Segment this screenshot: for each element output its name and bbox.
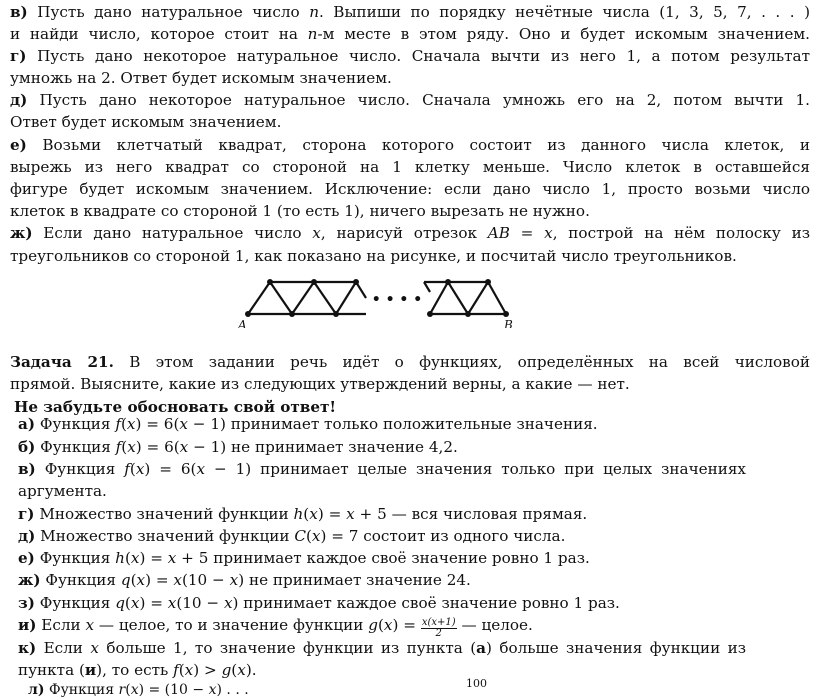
text: треугольников со стороной 1, как показано на рисунке, и посчитай число треугольников. bbox=[10, 247, 737, 265]
item-z-func bbox=[18, 593, 818, 613]
math: g bbox=[368, 616, 378, 634]
item-i-func bbox=[18, 615, 818, 639]
item-k-func-cont bbox=[18, 660, 818, 680]
vertex-point bbox=[427, 311, 433, 317]
warning-text: Не забудьте обосновать свой ответ! bbox=[14, 398, 337, 416]
item-label: б) bbox=[18, 438, 36, 456]
text: ( bbox=[231, 661, 238, 679]
math: x bbox=[130, 682, 139, 698]
text: клеток в квадрате со стороной 1 (то есть 1), ничего вырезать не нужно. bbox=[10, 202, 590, 220]
text: ( bbox=[120, 415, 127, 433]
item-label: е) bbox=[18, 549, 35, 567]
text: -м месте в этом ряду. Оно и будет искомым значением. bbox=[317, 25, 810, 43]
text: 100 bbox=[466, 677, 487, 690]
task-title: Задача 21. bbox=[10, 353, 114, 371]
label-b: B bbox=[504, 318, 513, 328]
item-label: з) bbox=[18, 594, 35, 612]
math: h bbox=[293, 505, 304, 523]
text: . Выпиши по порядку нечётные числа (1, 3, 5, 7, . . . ) bbox=[318, 3, 810, 21]
text: ( bbox=[124, 549, 131, 567]
task-intro: прямой. Выясните, какие из следующих утверждений верны, а какие — нет. bbox=[10, 375, 630, 393]
task-title-line bbox=[10, 352, 810, 372]
text: ) принимает каждое своё значение ровно 1 раз. bbox=[232, 594, 620, 612]
item-label: д) bbox=[18, 527, 36, 545]
text: Ответ будет искомым значением. bbox=[10, 113, 282, 131]
math: x bbox=[136, 571, 146, 589]
math: x bbox=[208, 682, 217, 698]
math: x bbox=[167, 594, 177, 612]
item-v-func-cont bbox=[18, 481, 818, 501]
vertex-point bbox=[289, 311, 295, 317]
item-v-line-2 bbox=[10, 24, 810, 44]
vertex-point bbox=[353, 279, 359, 285]
text: Функция bbox=[39, 549, 116, 567]
text: ( bbox=[125, 682, 131, 698]
text: ) больше значения функции из bbox=[485, 639, 747, 657]
item-label: а) bbox=[18, 415, 36, 433]
math: f bbox=[115, 415, 121, 433]
text: умножь на 2. Ответ будет искомым значением. bbox=[10, 69, 392, 87]
math: q bbox=[120, 571, 131, 589]
vertex-point bbox=[311, 279, 317, 285]
math: f bbox=[115, 438, 122, 456]
math-n: n bbox=[307, 25, 318, 43]
text: ( bbox=[377, 616, 384, 634]
triangle-strip-figure bbox=[234, 272, 524, 328]
item-zh-func bbox=[18, 570, 818, 590]
ellipsis-dots: • • • • bbox=[371, 292, 423, 308]
edge bbox=[270, 282, 292, 314]
text: Возьми клетчатый квадрат, сторона которого состоит из данного числа клеток, и bbox=[42, 136, 810, 154]
item-g-line-1 bbox=[10, 46, 810, 66]
text: − 1) не принимает значение 4,2. bbox=[188, 438, 458, 456]
text: ) = bbox=[317, 505, 347, 523]
item-b bbox=[18, 437, 818, 457]
item-d-func bbox=[18, 526, 818, 546]
text: Функция bbox=[48, 682, 119, 698]
text: — целое, то и значение функции bbox=[94, 616, 369, 634]
item-label: г) bbox=[18, 505, 35, 523]
item-e-func bbox=[18, 548, 818, 568]
edge bbox=[336, 282, 356, 314]
math: x bbox=[179, 438, 189, 456]
text: − 1) принимает только положительные значения. bbox=[187, 415, 598, 433]
math: h bbox=[115, 549, 125, 567]
vertex-point bbox=[485, 279, 491, 285]
math: x bbox=[179, 415, 188, 433]
math: x bbox=[346, 505, 355, 523]
math: x bbox=[127, 438, 136, 456]
item-v-func bbox=[18, 459, 746, 479]
math: x bbox=[196, 460, 206, 478]
text: Если bbox=[43, 639, 91, 657]
item-label: д) bbox=[10, 91, 28, 109]
task-intro-line-2 bbox=[10, 374, 810, 394]
text: пункта ( bbox=[18, 661, 85, 679]
item-label: е) bbox=[10, 136, 27, 154]
text: (10 − bbox=[176, 594, 224, 612]
text: + 5 — вся числовая прямая. bbox=[354, 505, 588, 523]
math-ab: AB bbox=[487, 224, 510, 242]
item-a bbox=[18, 414, 818, 434]
text: ( bbox=[130, 571, 137, 589]
item-l-func bbox=[28, 677, 828, 700]
text: ( bbox=[305, 527, 312, 545]
text: ( bbox=[121, 438, 128, 456]
text: = bbox=[509, 224, 545, 242]
vertex-point bbox=[267, 279, 273, 285]
item-k-func bbox=[18, 638, 746, 658]
text: ) = bbox=[392, 616, 421, 634]
ref-bold: и bbox=[84, 661, 97, 679]
edge bbox=[448, 282, 468, 314]
text: ( bbox=[124, 594, 131, 612]
item-label: ж) bbox=[10, 224, 33, 242]
vertex-point bbox=[245, 311, 251, 317]
math-n: n bbox=[309, 3, 319, 21]
text: Функция bbox=[39, 594, 116, 612]
item-zh-line-2 bbox=[10, 246, 810, 266]
item-label: и) bbox=[18, 616, 37, 634]
vertex-point bbox=[503, 311, 509, 317]
text: ) = 6( bbox=[144, 460, 197, 478]
text: аргумента. bbox=[18, 482, 107, 500]
text: Если дано натуральное число bbox=[43, 224, 313, 242]
text: ( bbox=[303, 505, 310, 523]
math: x bbox=[184, 661, 194, 679]
label-a: A bbox=[238, 318, 247, 328]
text: ( bbox=[178, 661, 185, 679]
item-g-func bbox=[18, 504, 818, 524]
text: ) = bbox=[145, 571, 174, 589]
edge bbox=[424, 282, 430, 292]
vertex-point bbox=[333, 311, 339, 317]
text: Пусть дано натуральное число bbox=[37, 3, 310, 21]
math: C bbox=[294, 527, 306, 545]
item-e-line-1 bbox=[10, 135, 810, 155]
text: + 5 принимает каждое своё значение ровно 1 раз. bbox=[176, 549, 590, 567]
fraction-numerator: x(x+1) bbox=[421, 617, 456, 628]
math: g bbox=[221, 661, 232, 679]
math: x bbox=[167, 549, 177, 567]
text: Функция bbox=[39, 415, 116, 433]
math: f bbox=[124, 460, 130, 478]
text: ) = (10 − bbox=[138, 682, 209, 698]
item-label: в) bbox=[10, 3, 28, 21]
text: Пусть дано некоторое натуральное число. Сначала умножь его на 2, потом вычти 1. bbox=[39, 91, 810, 109]
item-d-line-2 bbox=[10, 112, 810, 132]
item-d-line-1 bbox=[10, 90, 810, 110]
math: x bbox=[309, 505, 318, 523]
text: ) = bbox=[139, 594, 168, 612]
math: x bbox=[237, 661, 246, 679]
text: Пусть дано некоторое натуральное число. Сначала вычти из него 1, а потом результат bbox=[37, 47, 810, 65]
text: ), то есть bbox=[96, 661, 174, 679]
math: r bbox=[118, 682, 126, 698]
item-label: к) bbox=[18, 639, 37, 657]
edge bbox=[488, 282, 506, 314]
math: x bbox=[135, 460, 145, 478]
text: ) > bbox=[193, 661, 222, 679]
math: x bbox=[173, 571, 182, 589]
text: (10 − bbox=[181, 571, 230, 589]
math: x bbox=[383, 616, 393, 634]
vertex-point bbox=[465, 311, 471, 317]
item-v-line-1 bbox=[10, 2, 810, 22]
item-zh-line-1 bbox=[10, 223, 810, 243]
edge bbox=[248, 282, 270, 314]
text: , нарисуй отрезок bbox=[320, 224, 488, 242]
item-g-line-2 bbox=[10, 68, 810, 88]
edge bbox=[292, 282, 314, 314]
text: Множество значений функции bbox=[40, 527, 295, 545]
item-label: г) bbox=[10, 47, 27, 65]
item-e-line-4 bbox=[10, 201, 810, 221]
math: x bbox=[85, 616, 95, 634]
text: Функция bbox=[44, 460, 125, 478]
fraction bbox=[421, 618, 457, 639]
edge bbox=[468, 282, 488, 314]
text: вырежь из него квадрат со стороной на 1 клетку меньше. Число клеток в оставшейся bbox=[10, 158, 810, 176]
text: ( bbox=[129, 460, 136, 478]
ref-bold: а bbox=[476, 639, 486, 657]
math: x bbox=[130, 594, 140, 612]
math: x bbox=[311, 527, 321, 545]
text: и найди число, которое стоит на bbox=[10, 25, 308, 43]
item-label: л) bbox=[28, 682, 45, 698]
text: больше 1, то значение функции из пункта ( bbox=[98, 639, 477, 657]
fraction-denominator: 2 bbox=[435, 628, 442, 639]
edge bbox=[314, 282, 336, 314]
math: x bbox=[229, 571, 239, 589]
item-e-line-3 bbox=[10, 179, 810, 199]
text: Функция bbox=[45, 571, 121, 589]
text: Множество значений функции bbox=[39, 505, 294, 523]
vertex-point bbox=[445, 279, 451, 285]
text: , построй на нём полоску из bbox=[552, 224, 810, 242]
item-label: в) bbox=[18, 460, 36, 478]
math: x bbox=[126, 415, 136, 433]
text: Если bbox=[41, 616, 86, 634]
math: q bbox=[115, 594, 125, 612]
text: ) = 6( bbox=[135, 415, 180, 433]
item-e-line-2 bbox=[10, 157, 810, 177]
text: Функция bbox=[40, 438, 116, 456]
text: ). bbox=[245, 661, 257, 679]
math: x bbox=[130, 549, 140, 567]
text: ) = bbox=[139, 549, 168, 567]
text: ) . . . bbox=[216, 682, 249, 698]
math-x: x bbox=[312, 224, 321, 242]
text: — целое. bbox=[456, 616, 533, 634]
text: − 1) принимает целые значения только при целых значениях bbox=[205, 460, 746, 478]
item-label: ж) bbox=[18, 571, 41, 589]
edge bbox=[430, 282, 448, 314]
math-x: x bbox=[544, 224, 553, 242]
text: фигуре будет искомым значением. Исключение: если дано число 1, просто возьми число bbox=[10, 180, 810, 198]
text: ) = 6( bbox=[135, 438, 180, 456]
text: ) = 7 состоит из одного числа. bbox=[320, 527, 566, 545]
task-intro: В этом задании речь идёт о функциях, определённых на всей числовой bbox=[129, 353, 810, 371]
text: ) не принимает значение 24. bbox=[238, 571, 471, 589]
math: f bbox=[173, 661, 179, 679]
math: x bbox=[223, 594, 233, 612]
math: x bbox=[90, 639, 99, 657]
